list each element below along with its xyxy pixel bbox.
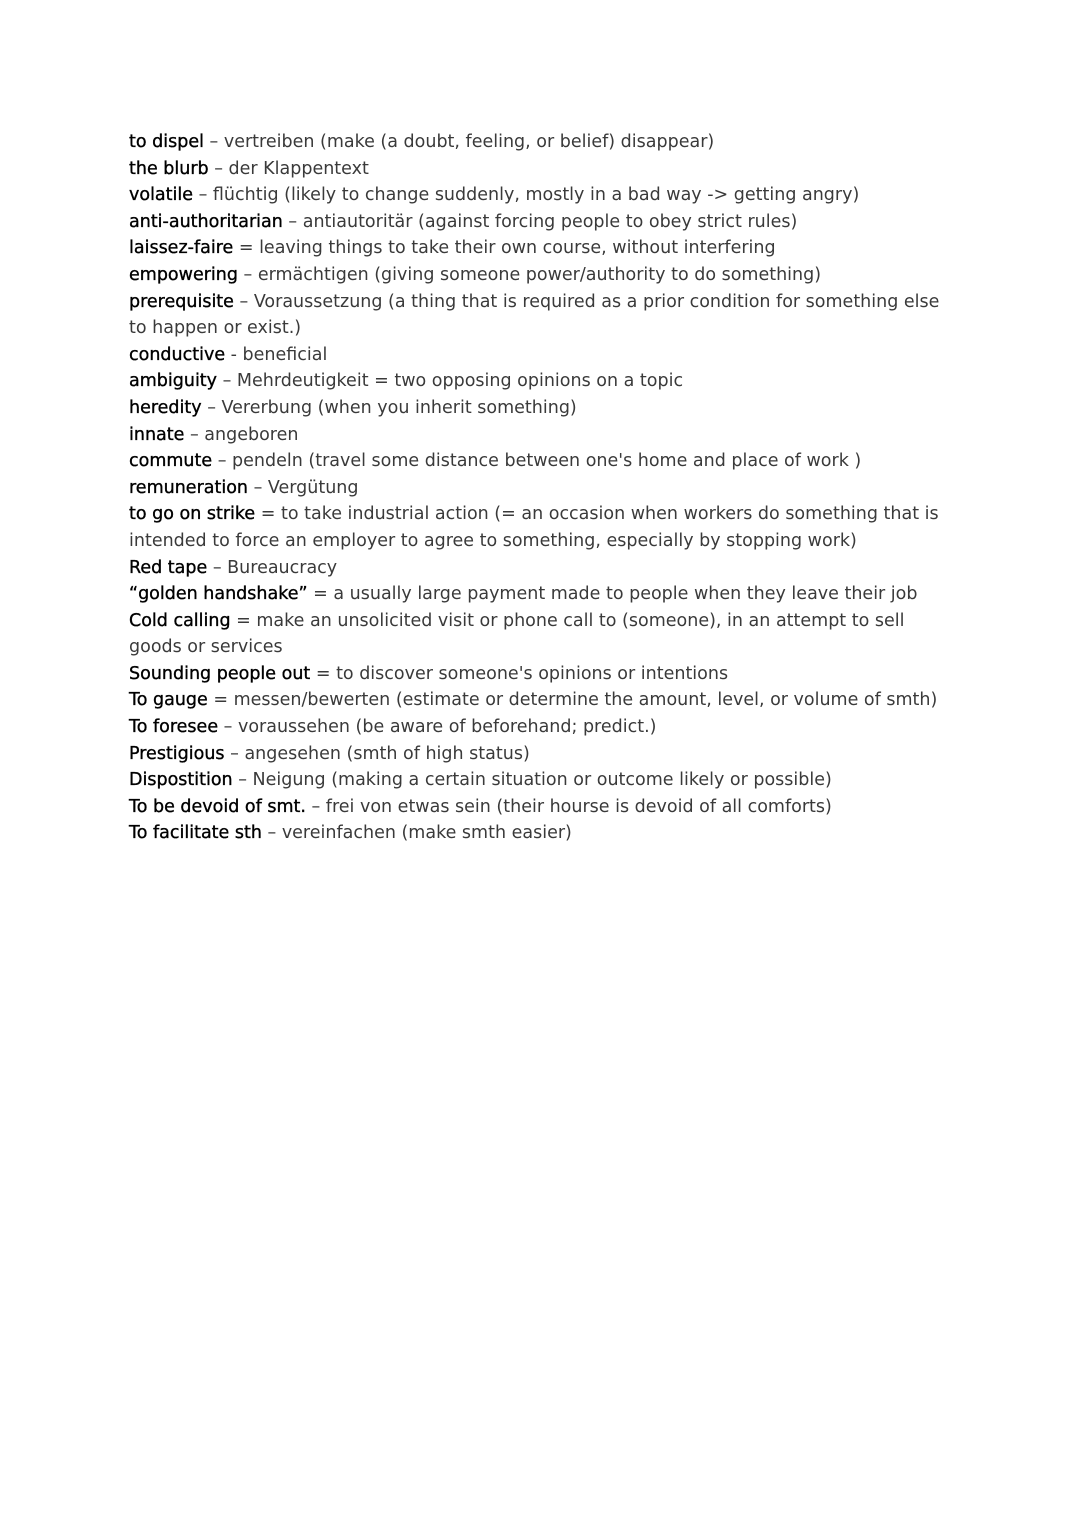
list-item [129,289,959,342]
term: laissez-faire [129,238,234,259]
term: the blurb [129,158,209,179]
term: empowering [129,264,238,285]
term: prerequisite [129,291,234,312]
term: Dispostition [129,770,233,791]
definition: – pendeln (travel some distance between one's home and place of work ) [212,451,862,472]
term: “golden handshake” [129,584,308,605]
definition: – vertreiben (make (a doubt, feeling, or belief) disappear) [203,132,715,152]
definition: – Vererbung (when you inherit something) [201,397,577,418]
list-item [129,687,959,714]
term: Prestigious [129,743,225,764]
list-item [129,741,959,768]
term: Sounding people out [129,663,311,684]
term: To facilitate sth [129,823,262,844]
term: heredity [129,397,202,418]
definition: = to take industrial action (= an occasion when workers do something that is intended to force an employer to agree to something, especially by stopping work) [129,504,939,551]
term: anti-authoritarian [129,211,283,232]
list-item [129,608,959,661]
list-item [129,342,959,369]
term: volatile [129,185,194,206]
list-item [129,475,959,502]
list-item [129,395,959,422]
list-item [129,794,959,821]
definition: – Bureaucracy [207,557,338,578]
definition: = to discover someone's opinions or intentions [310,663,729,684]
definition: – voraussehen (be aware of beforehand; predict.) [218,717,657,738]
definition: – Mehrdeutigkeit = two opposing opinions on a topic [217,371,684,392]
list-item [129,555,959,582]
definition: = messen/bewerten (estimate or determine the amount, level, or volume of smth) [207,690,938,711]
term: Red tape [129,557,208,578]
list-item [129,448,959,475]
definition: – angeboren [184,424,299,445]
term: To be devoid of smt. [129,796,306,817]
definition: – Voraussetzung (a thing that is required as a prior condition for something else to happen or exist.) [129,291,940,339]
definition: - beneficial [225,344,328,365]
term: conductive [129,344,226,365]
definition: – flüchtig (likely to change suddenly, mostly in a bad way -> getting angry) [193,185,860,206]
definition: – vereinfachen (make smth easier) [261,823,572,844]
definition: – Vergütung [248,477,359,498]
list-item [129,422,959,449]
definition: – frei von etwas sein (their hourse is devoid of all comforts) [305,796,832,817]
term: to go on strike [129,504,256,525]
definition: = a usually large payment made to people when they leave their job [307,584,918,605]
definition: – ermächtigen (giving someone power/authority to do something) [237,264,822,285]
list-item [129,235,959,262]
list-item [129,767,959,794]
list-item [129,182,959,209]
term: To gauge [129,690,208,711]
list-item [129,714,959,741]
list-item [129,581,959,608]
definition: = make an unsolicited visit or phone call to (someone), in an attempt to sell goods or services [129,610,905,658]
definition: – der Klappentext [208,158,369,179]
list-item [129,368,959,395]
term: To foresee [129,717,219,738]
definition: = leaving things to take their own course, without interfering [233,238,776,259]
term: remuneration [129,477,249,498]
definition: – antiautoritär (against forcing people to obey strict rules) [282,211,798,232]
list-item [129,209,959,236]
vocabulary-list [129,129,959,847]
term: to dispel [129,132,204,152]
term: ambiguity [129,371,218,392]
term: commute [129,451,213,472]
term: Cold calling [129,610,231,631]
list-item [129,661,959,688]
list-item [129,820,959,847]
definition: – Neigung (making a certain situation or outcome likely or possible) [232,770,832,791]
term: innate [129,424,185,445]
definition: – angesehen (smth of high status) [224,743,530,764]
list-item [129,129,959,156]
list-item [129,501,959,554]
list-item [129,262,959,289]
list-item [129,156,959,183]
